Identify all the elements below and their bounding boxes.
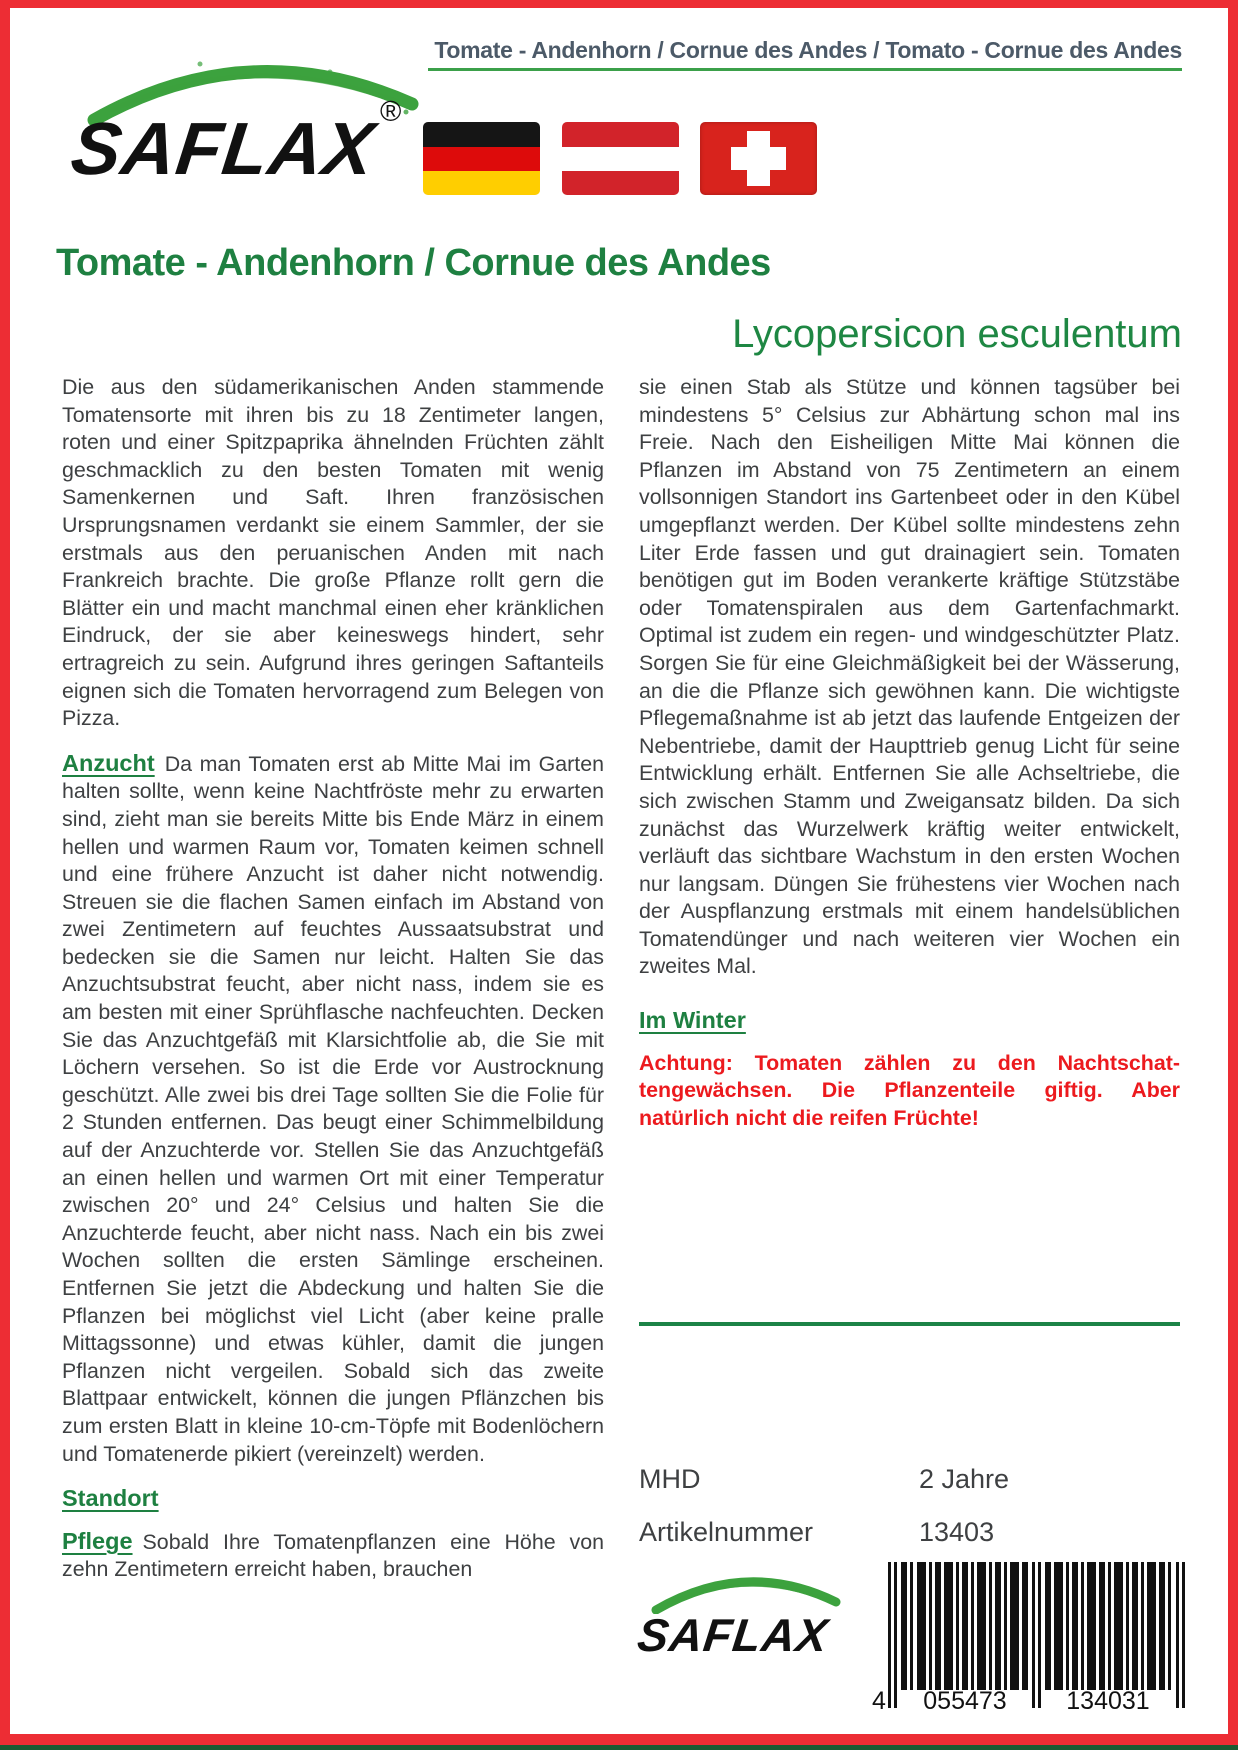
im-winter-heading: Im Winter: [639, 1007, 746, 1034]
ean-barcode: [874, 1562, 1194, 1732]
page-title: Tomate - Andenhorn / Cornue des Andes: [56, 242, 771, 284]
continuation-paragraph: sie einen Stab als Stütze und können tagsüber bei mindestens 5° Celsius zur Abhärtung schon mal ins Freie. Nach den Eisheiligen Mitte Mai können die Pflanzen im Abstand von 75 Zentimetern an einem vollsonnigen Standort ins Gartenbeet oder in den Kübel umgepflanzt werden. Der Kübel sollte mindestens zehn Liter Erde fassen und gut drainagiert sein. Tomaten benötigen gut im Boden verankerte kräftige Stützstäbe oder Tomatenspiralen aus dem Gartenfachmarkt. Optimal ist zudem ein regen- und windgeschützter Platz. Sorgen Sie für eine Gleichmäßigkeit bei der Wässerung, an die die Pflanze sich gewöhnen kann. Die wichtigste Pflegemaßnahme ist ab jetzt das laufende Entgeizen der Nebentriebe, damit der Haupttrieb genug Licht für seine Entwicklung erhält. Entfernen Sie alle Achseltriebe, die sich zwischen Stamm und Zweigansatz bilden. Da sich zunächst das Wurzelwerk kräftig weiter entwickelt, verläuft das sichtbare Wachstum in den ersten Wochen nur langsam. Düngen Sie frühestens vier Wochen nach der Auspflanzung erstmals mit einem handelsüblichen Tomatendünger und nach weiteren vier Wochen ein zweites Mal.: [639, 375, 1180, 979]
pflege-paragraph: [62, 1528, 604, 1584]
botanical-name: Lycopersicon esculentum: [732, 312, 1182, 356]
brand-wordmark: SAFLAX: [634, 1609, 832, 1661]
brand-wordmark: SAFLAX: [66, 107, 380, 190]
border-right: [1228, 0, 1238, 1750]
barcode-group1: 055473: [923, 1687, 1007, 1715]
mhd-label: MHD: [639, 1464, 701, 1494]
artikelnummer-value: 13403: [919, 1517, 995, 1547]
barcode-group2: 134031: [1066, 1687, 1150, 1715]
pflege-text: Sobald Ihre Tomatenpflanzen eine Höhe von zehn Zentimetern erreicht haben, brauchen: [62, 1529, 604, 1582]
toxicity-warning: Achtung: Tomaten zählen zu den Nachtschattengewächsen. Die Pflanzenteile giftig. Aber natürlich nicht die reifen Früchte!: [639, 1050, 1180, 1130]
border-top: [0, 0, 1238, 8]
standort-heading: Standort: [62, 1485, 159, 1512]
artikelnummer-label: Artikelnummer: [639, 1517, 814, 1547]
austria-flag-icon: [562, 122, 679, 195]
pflege-heading: Pflege: [62, 1527, 133, 1554]
text-column-left: [62, 374, 604, 1601]
mhd-value: 2 Jahre: [919, 1464, 1010, 1494]
anzucht-paragraph: [62, 750, 604, 1468]
header-green-rule: [428, 68, 1182, 71]
bottom-green-strip: [0, 1745, 1238, 1750]
saflax-logo-bottom: [634, 1560, 864, 1690]
saflax-logo-top: [66, 46, 442, 216]
switzerland-flag-icon: [700, 122, 817, 195]
germany-flag-icon: [423, 122, 540, 195]
anzucht-heading: Anzucht: [62, 749, 155, 776]
border-bottom: [0, 1734, 1238, 1745]
border-left: [0, 0, 10, 1750]
brand-arc-icon: [648, 1568, 844, 1614]
barcode-lead-digit: 4: [872, 1687, 886, 1715]
info-divider-rule: [639, 1322, 1180, 1326]
anzucht-text: Da man Tomaten erst ab Mitte Mai im Garten halten sollte, wenn keine Nachtfröste mehr zu erwarten sind, zieht man sie bereits Mitte bis Ende März in einem hellen und warmen Raum vor, Tomaten keimen schnell und eine frühere Anzucht ist daher nicht notwendig. Streuen sie die flachen Samen einfach im Abstand von zwei Zentimetern auf feuchtes Aussaatsubstrat und bedecken sie die Samen nur leicht. Halten Sie das Anzuchtsubstrat feucht, aber nicht nass, indem sie es am besten mit einer Sprühflasche nachfeuchten. Decken Sie das Anzuchtgefäß mit Klarsichtfolie ab, die Sie mit Löchern versehen. So ist die Erde vor Austrocknung geschützt. Alle zwei bis drei Tage sollten Sie die Folie für 2 Stunden entfernen. Das beugt einer Schimmelbildung auf der Anzuchterde vor. Stellen Sie das Anzuchtgefäß an einen hellen und warmen Ort mit einer Temperatur zwischen 20° und 24° Celsius und halten Sie die Anzuchterde feucht, aber nicht nass. Nach ein bis zwei Wochen sollten die ersten Sämlinge erscheinen. Entfernen Sie jetzt die Abdeckung und halten Sie die Pflanzen bei möglichst viel Licht (aber keine pralle Mittagssonne) und etwas kühler, damit die jungen Pflanzen nicht vergeilen. Sobald sich das zweite Blattpaar entwickelt, können die jungen Pflänzchen bis zum ersten Blatt in kleine 10-cm-Töpfe mit Bodenlöchern und Tomatenerde pikiert (vereinzelt) werden.: [62, 751, 604, 1466]
text-column-right: [639, 374, 1180, 1149]
registered-trademark: ®: [380, 96, 402, 128]
intro-paragraph: Die aus den südamerikanischen Anden stammende Tomatensorte mit ihren bis zu 18 Zentimeter langen, roten und einer Spitzpaprika ähnelnden Früchten zählt geschmacklich zu den besten Tomaten mit wenig Samenkernen und Saft. Ihren französischen Ursprungsnamen verdankt sie einem Sammler, der sie erstmals aus den peruanischen Anden mit nach Frankreich brachte. Die große Pflanze rollt gern die Blätter ein und macht manchmal einen eher kränklichen Eindruck, der sie aber keineswegs hindert, sehr ertragreich zu sein. Aufgrund ihres geringen Saftanteils eignen sich die Tomaten hervorragend zum Belegen von Pizza.: [62, 375, 604, 731]
product-line-header: Tomate - Andenhorn / Cornue des Andes / Tomato - Cornue des Andes: [434, 37, 1182, 63]
